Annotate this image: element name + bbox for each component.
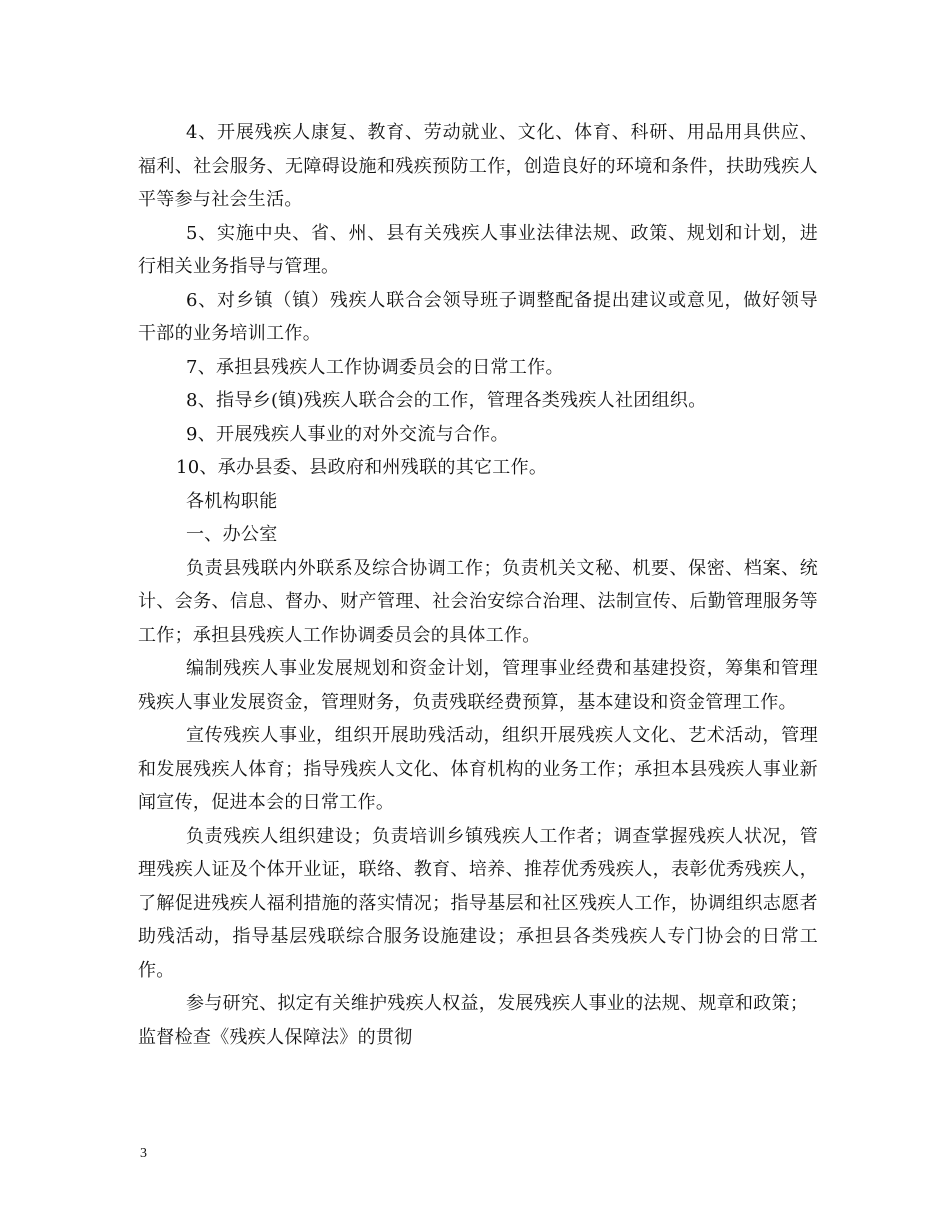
- paragraph-item-6: 6、对乡镇（镇）残疾人联合会领导班子调整配备提出建议或意见，做好领导干部的业务培训工作。: [138, 289, 818, 344]
- section-heading-office: 一、办公室: [186, 524, 278, 545]
- paragraph-office-coordination: 负责县残联内外联系及综合协调工作；负责机关文秘、机要、保密、档案、统计、会务、信息、督办、财产管理、社会治安综合治理、法制宣传、后勤管理服务等工作；承担县残疾人工作协调委员会的具体工作。: [138, 557, 818, 646]
- paragraph-item-9: 9、开展残疾人事业的对外交流与合作。: [186, 423, 509, 445]
- document-body: [138, 116, 818, 1054]
- paragraph-item-10: 10、承办县委、县政府和州残联的其它工作。: [176, 457, 548, 478]
- paragraph-item-7: 7、承担县残疾人工作协调委员会的日常工作。: [186, 356, 564, 378]
- page-number: 3: [140, 1146, 147, 1161]
- paragraph-publicity: 宣传残疾人事业，组织开展助残活动，组织开展残疾人文化、艺术活动，管理和发展残疾人体育；指导残疾人文化、体育机构的业务工作；承担本县残疾人事业新闻宣传，促进本会的日常工作。: [138, 725, 818, 813]
- paragraph-item-4: 4、开展残疾人康复、教育、劳动就业、文化、体育、科研、用品用具供应、福利、社会服务、无障碍设施和残疾预防工作，创造良好的环境和条件，扶助残疾人平等参与社会生活。: [138, 122, 818, 210]
- paragraph-rights: 参与研究、拟定有关维护残疾人权益，发展残疾人事业的法规、规章和政策；监督检查《残疾人保障法》的贯彻: [138, 993, 809, 1048]
- section-heading-functions: 各机构职能: [186, 490, 278, 512]
- paragraph-planning-finance: 编制残疾人事业发展规划和资金计划，管理事业经费和基建投资，筹集和管理残疾人事业发展资金，管理财务，负责残联经费预算，基本建设和资金管理工作。: [138, 658, 818, 713]
- paragraph-item-8: 8、指导乡(镇)残疾人联合会的工作，管理各类残疾人社团组织。: [186, 390, 707, 411]
- paragraph-organization: 负责残疾人组织建设；负责培训乡镇残疾人工作者；调查掌握残疾人状况，管理残疾人证及个体开业证，联络、教育、培养、推荐优秀残疾人，表彰优秀残疾人，了解促进残疾人福利措施的落实情况；指导基层和社区残疾人工作，协调组织志愿者助残活动，指导基层残联综合服务设施建设；承担县各类残疾人专门协会的日常工作。: [138, 825, 818, 981]
- paragraph-item-5: 5、实施中央、省、州、县有关残疾人事业法律法规、政策、规划和计划，进行相关业务指导与管理。: [138, 222, 818, 277]
